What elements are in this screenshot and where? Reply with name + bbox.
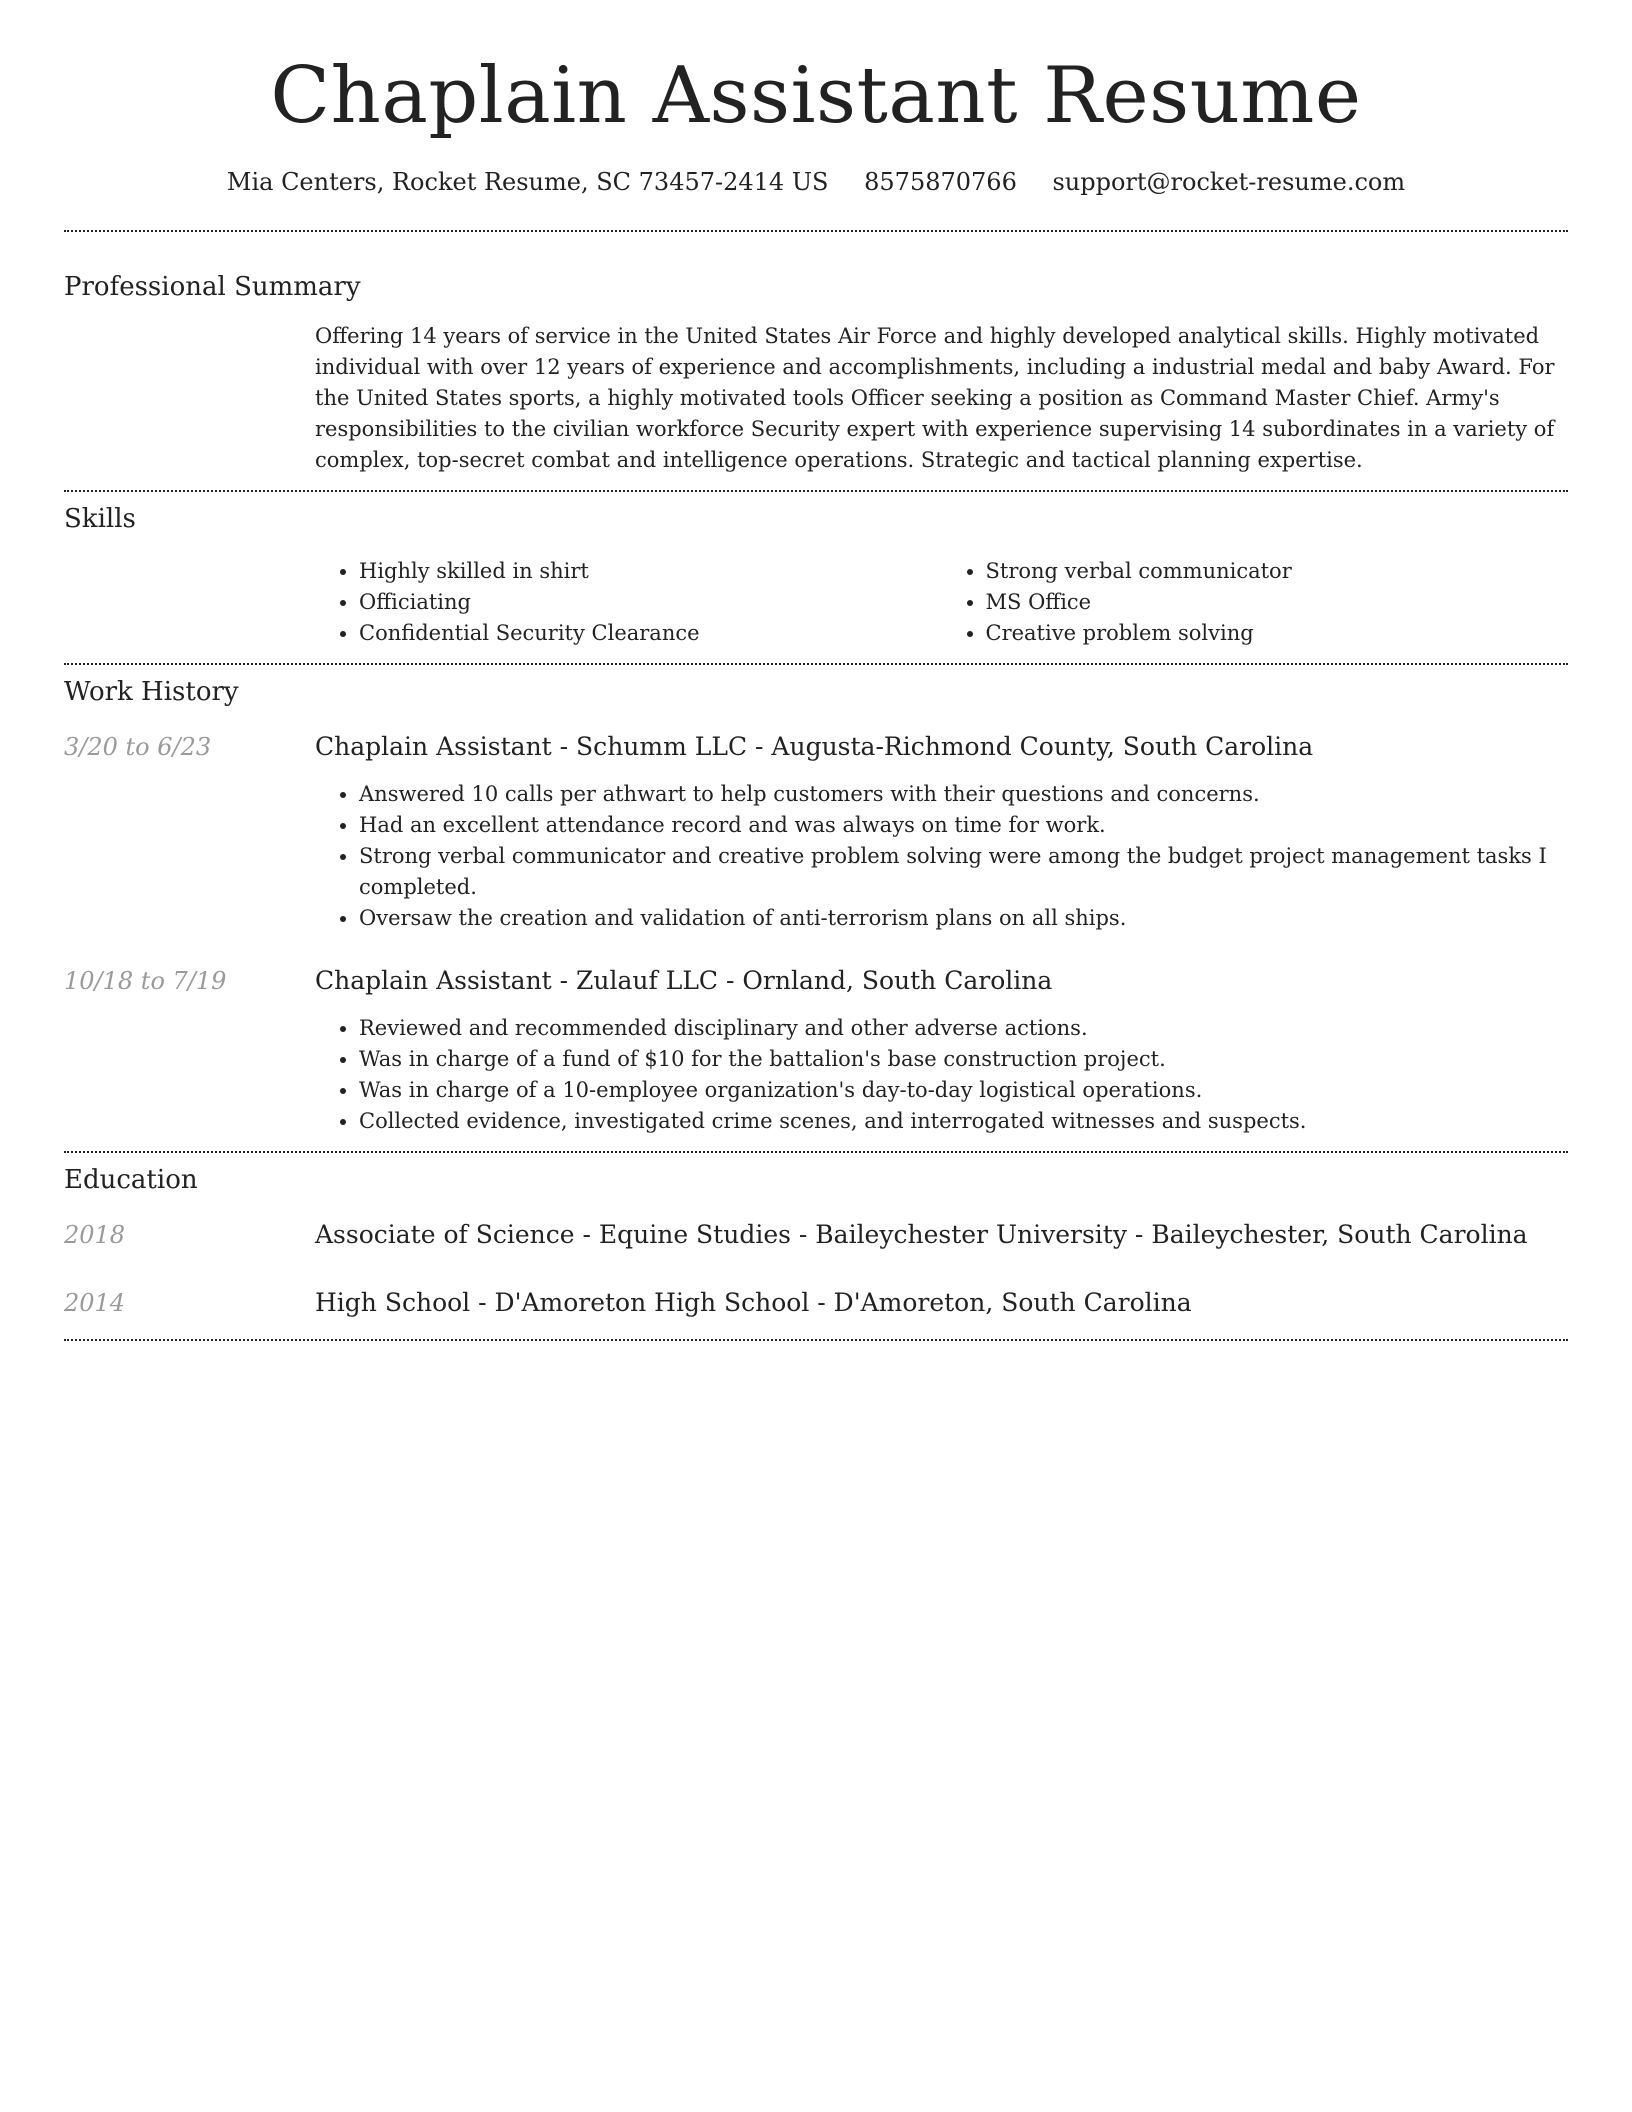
skills-heading: Skills: [64, 503, 136, 534]
education-school: - Baileychester University - Baileychester, South Carolina: [790, 1219, 1528, 1249]
job-title: Chaplain Assistant - Schumm LLC - Augusta-Richmond County, South Carolina: [315, 731, 1314, 761]
skill-item: • Creative problem solving: [986, 618, 1569, 649]
education-title: [315, 1219, 1568, 1251]
job-entry: [64, 731, 1568, 934]
work-heading: Work History: [64, 676, 239, 707]
education-degree: High School: [315, 1287, 471, 1317]
skills-list-right: [942, 556, 1569, 649]
job-bullets: [315, 779, 1568, 934]
contact-address: Mia Centers, Rocket Resume, SC 73457-2414 US: [226, 167, 829, 196]
job-bullet: • Had an excellent attendance record and was always on time for work.: [359, 810, 1568, 841]
job-entry: [64, 965, 1568, 1137]
education-year: 2014: [64, 1288, 126, 1317]
job-bullet: • Was in charge of a fund of $10 for the battalion's base construction project.: [359, 1044, 1568, 1075]
education-year: 2018: [64, 1220, 126, 1249]
skill-item: • Confidential Security Clearance: [359, 618, 942, 649]
summary-heading: Professional Summary: [64, 271, 361, 302]
skills-section: [64, 504, 1568, 649]
education-entry: [64, 1219, 1568, 1251]
work-section: [64, 677, 1568, 1137]
skill-item: • Officiating: [359, 587, 942, 618]
contact-phone: 8575870766: [864, 167, 1017, 196]
job-dates: 3/20 to 6/23: [64, 732, 212, 761]
job-dates: 10/18 to 7/19: [64, 966, 227, 995]
job-bullets: [315, 1013, 1568, 1137]
summary-text: Offering 14 years of service in the United States Air Force and highly developed analytical skills. Highly motivated individual with over 12 years of experience and accomplishments, including a industrial medal and baby Award. For the United States sports, a highly motivated tools Officer seeking a position as Command Master Chief. Army's responsibilities to the civilian workforce Security expert with experience supervising 14 subordinates in a variety of complex, top-secret combat and intelligence operations. Strategic and tactical planning expertise.: [315, 323, 1555, 472]
skill-item: • Highly skilled in shirt: [359, 556, 942, 587]
job-bullet: • Answered 10 calls per athwart to help customers with their questions and concerns.: [359, 779, 1568, 810]
divider: [64, 1151, 1568, 1153]
education-school: - D'Amoreton High School - D'Amoreton, South Carolina: [470, 1287, 1192, 1317]
divider: [64, 230, 1568, 232]
job-bullet: • Was in charge of a 10-employee organization's day-to-day logistical operations.: [359, 1075, 1568, 1106]
summary-section: [64, 272, 1568, 476]
skills-list-left: [315, 556, 942, 649]
education-entry: [64, 1287, 1568, 1319]
job-bullet: • Reviewed and recommended disciplinary and other adverse actions.: [359, 1013, 1568, 1044]
education-section: [64, 1165, 1568, 1319]
education-title: [315, 1287, 1568, 1319]
education-degree: Associate of Science - Equine Studies: [315, 1219, 791, 1249]
job-bullet: • Strong verbal communicator and creative problem solving were among the budget project management tasks I completed.: [359, 841, 1568, 903]
resume-title: Chaplain Assistant Resume: [270, 51, 1362, 141]
job-title: Chaplain Assistant - Zulauf LLC - Ornland, South Carolina: [315, 965, 1053, 995]
divider: [64, 1339, 1568, 1341]
contact-line: [64, 168, 1568, 196]
divider: [64, 663, 1568, 665]
job-bullet: • Oversaw the creation and validation of anti-terrorism plans on all ships.: [359, 903, 1568, 934]
contact-email: support@rocket-resume.com: [1052, 167, 1406, 196]
job-bullet: • Collected evidence, investigated crime scenes, and interrogated witnesses and suspects.: [359, 1106, 1568, 1137]
skill-item: • Strong verbal communicator: [986, 556, 1569, 587]
skill-item: • MS Office: [986, 587, 1569, 618]
education-heading: Education: [64, 1164, 198, 1195]
divider: [64, 490, 1568, 492]
